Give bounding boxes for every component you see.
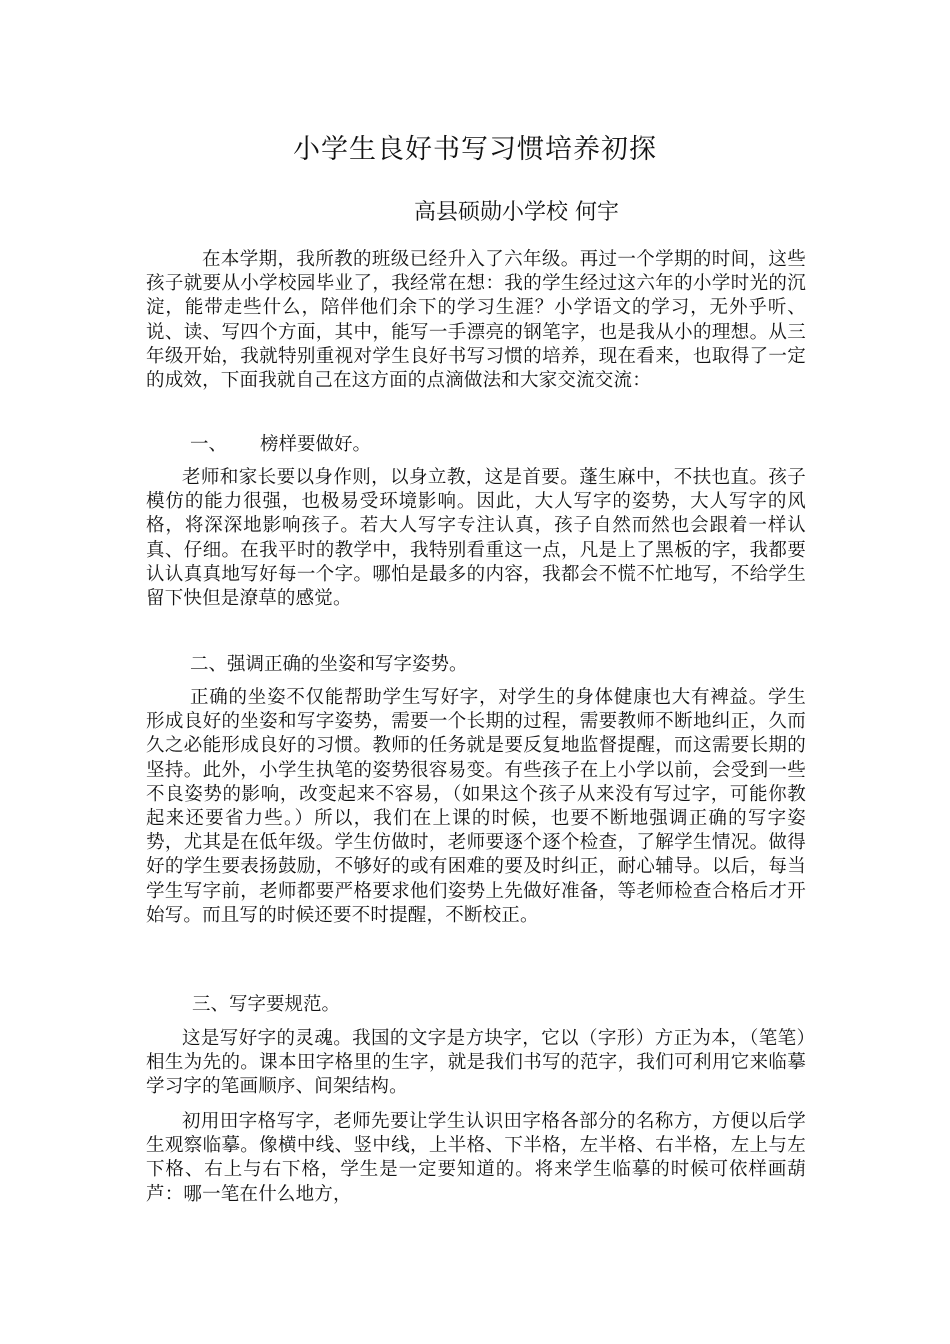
section-heading-1-number: 一、 [190, 434, 228, 455]
document-title: 小学生良好书写习惯培养初探 [293, 134, 657, 165]
section-3-paragraph-1: 这是写好字的灵魂。我国的文字是方块字，它以（字形）方正为本，（笔笔）相生为先的。课本田字格里的生字，就是我们书写的范字，我们可利用它来临摹学习字的笔画顺序、间架结构。 [146, 1028, 806, 1098]
author-line: 高县硕勋小学校 何宇 [414, 200, 619, 225]
section-heading-3: 三、写字要规范。 [192, 994, 341, 1015]
section-3-paragraph-2: 初用田字格写字，老师先要让学生认识田字格各部分的名称方，方便以后学生观察临摹。像横中线、竖中线，上半格、下半格，左半格、右半格，左上与左下格、右上与右下格，学生是一定要知道的。将来学生临摹的时候可依样画葫芦：哪一笔在什么地方， [146, 1111, 806, 1205]
section-heading-2: 二、强调正确的坐姿和写字姿势。 [190, 654, 468, 675]
section-2-paragraph: 正确的坐姿不仅能帮助学生写好字，对学生的身体健康也大有裨益。学生形成良好的坐姿和写字姿势，需要一个长期的过程，需要教师不断地纠正，久而久之必能形成良好的习惯。教师的任务就是要反复地监督提醒，而这需要长期的坚持。此外，小学生执笔的姿势很容易变。有些孩子在上小学以前，会受到一些不良姿势的影响，改变起来不容易，（如果这个孩子从来没有写过字，可能你教起来还要省力些。）所以，我们在上课的时候，也要不断地强调正确的写字姿势，尤其是在低年级。学生仿做时，老师要逐个逐个检查，了解学生情况。做得好的学生要表扬鼓励，不够好的或有困难的要及时纠正，耐心辅导。以后，每当学生写字前，老师都要严格要求他们姿势上先做好准备，等老师检查合格后才开始写。而且写的时候还要不时提醒，不断校正。 [146, 687, 806, 926]
section-heading-1 [190, 433, 371, 457]
section-1-paragraph: 老师和家长要以身作则，以身立教，这是首要。蓬生麻中，不扶也直。孩子模仿的能力很强，也极易受环境影响。因此，大人写字的姿势，大人写字的风格，将深深地影响孩子。若大人写字专注认真，孩子自然而然也会跟着一样认真、仔细。在我平时的教学中，我特别看重这一点，凡是上了黑板的字，我都要认认真真地写好每一个字。哪怕是最多的内容，我都会不慌不忙地写，不给学生留下快但是潦草的感觉。 [146, 467, 806, 610]
intro-paragraph: 在本学期，我所教的班级已经升入了六年级。再过一个学期的时间，这些孩子就要从小学校园毕业了，我经常在想：我的学生经过这六年的小学时光的沉淀，能带走些什么，陪伴他们余下的学习生涯？小学语文的学习，无外乎听、说、读、写四个方面，其中，能写一手漂亮的钢笔字，也是我从小的理想。从三年级开始，我就特别重视对学生良好书写习惯的培养，现在看来，也取得了一定的成效，下面我就自己在这方面的点滴做法和大家交流交流： [146, 249, 806, 392]
section-heading-1-text: 榜样要做好。 [260, 434, 372, 455]
